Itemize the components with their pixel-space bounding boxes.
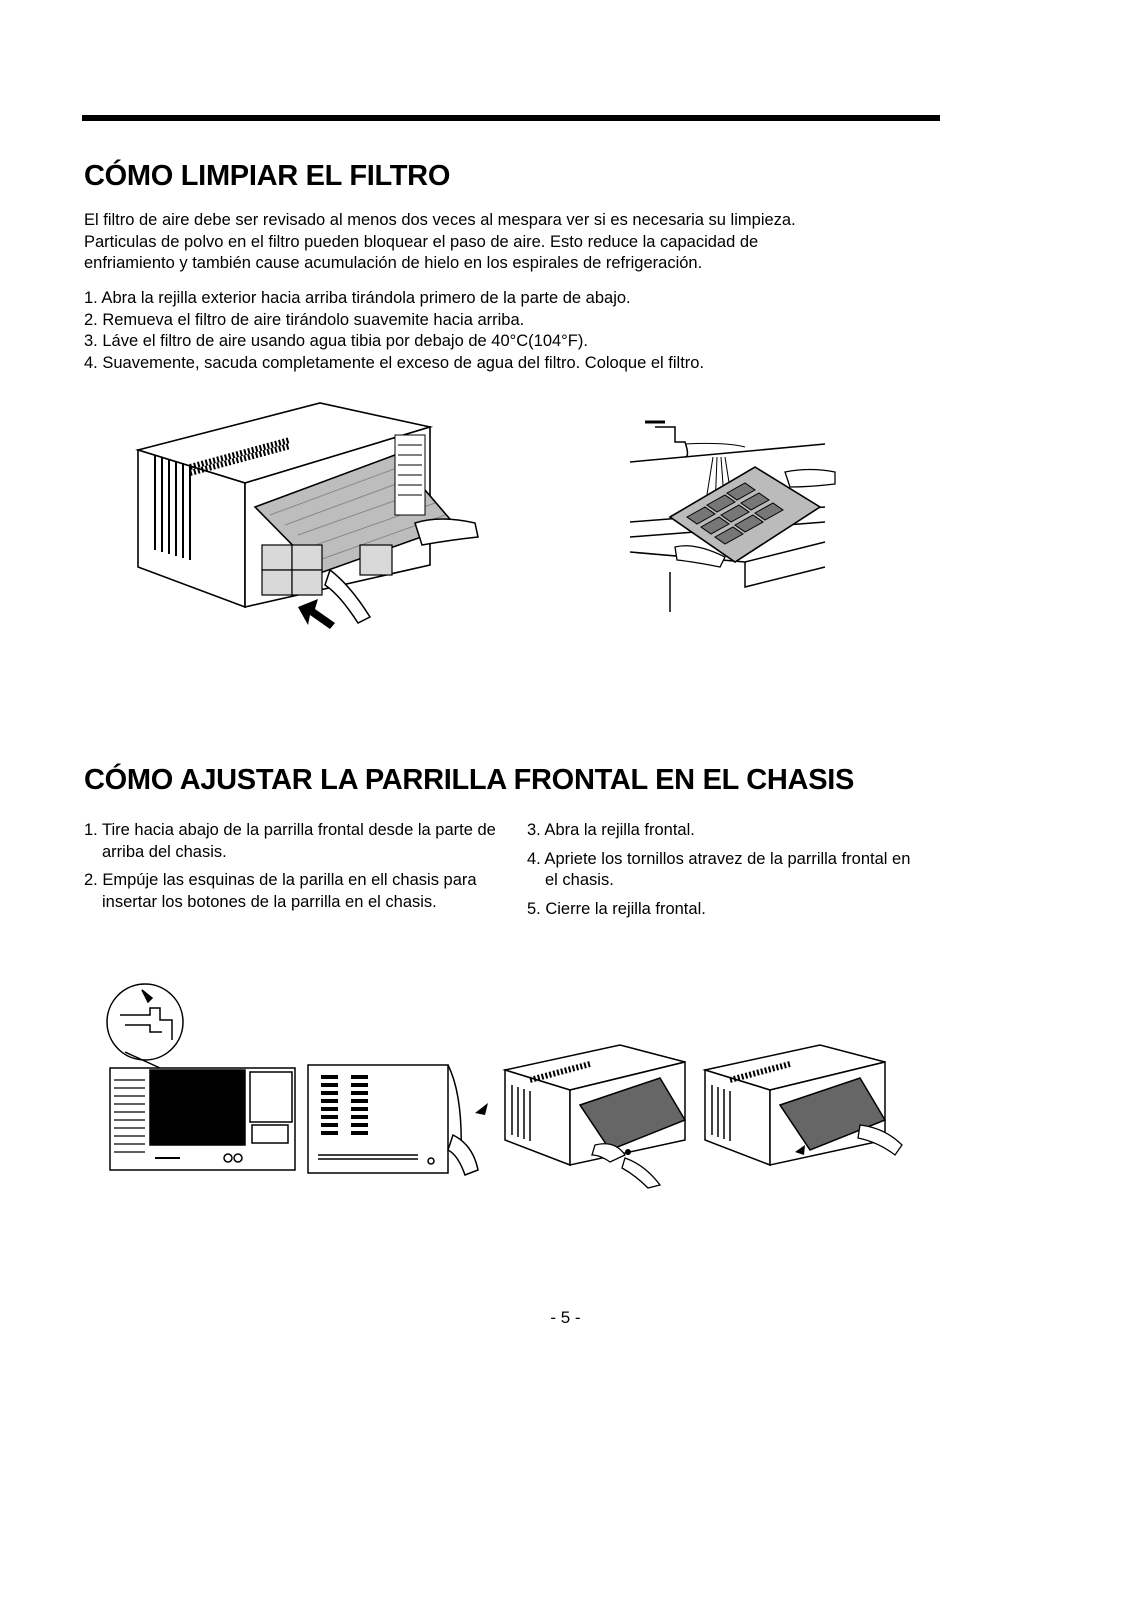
top-rule [82, 115, 940, 121]
section-title-adjust-grille: CÓMO AJUSTAR LA PARRILLA FRONTAL EN EL CHASIS [84, 764, 855, 796]
pull-arrow-icon [298, 599, 335, 629]
close-grille-illustration [700, 1040, 905, 1175]
page-number: - 5 - [550, 1308, 581, 1327]
intro-line: enfriamiento y también cause acumulación de hielo en los espirales de refrigeración. [84, 254, 703, 272]
filter-step: 2. Remueva el filtro de aire tirándolo suavemite hacia arriba. [84, 310, 525, 329]
push-arrow-icon [475, 1103, 488, 1115]
grille-steps-right [527, 820, 927, 927]
intro-line: El filtro de aire debe ser revisado al menos dos veces al mespara ver si es necesaria su limpieza. [84, 211, 796, 229]
grille-step: 3. Abra la rejilla frontal. [527, 821, 695, 839]
intro-paragraph [84, 210, 944, 275]
grille-step: 5. Cierre la rejilla frontal. [527, 899, 706, 918]
open-grille-screws-illustration [500, 1040, 695, 1190]
grille-step: 4. Apriete los tornillos atravez de la parrilla frontal en el chasis. [527, 849, 911, 889]
grille-steps-left [84, 820, 504, 920]
filter-step: 1. Abra la rejilla exterior hacia arriba tirándola primero de la parte de abajo. [84, 289, 631, 307]
filter-step: 3. Láve el filtro de aire usando agua tibia por debajo de 40°C(104°F). [84, 332, 588, 350]
filter-steps-list [84, 288, 704, 374]
grille-step: 1. Tire hacia abajo de la parrilla frontal desde la parte de arriba del chasis. [84, 821, 496, 861]
filter-step: 4. Suavemente, sacuda completamente el exceso de agua del filtro. Coloque el filtro. [84, 353, 705, 372]
grille-step: 2. Empúje las esquinas de la parilla en ell chasis para insertar los botones de la parrilla en el chasis. [84, 871, 477, 911]
intro-line: Particulas de polvo en el filtro pueden bloquear el paso de aire. Esto reduce la capacidad de [84, 232, 759, 251]
ac-filter-removal-illustration [130, 395, 490, 640]
grille-detail-front-view-illustration [100, 980, 300, 1185]
grille-attach-illustration [303, 1055, 498, 1185]
section-title-clean-filter: CÓMO LIMPIAR EL FILTRO [84, 160, 451, 192]
filter-washing-illustration [625, 412, 840, 617]
